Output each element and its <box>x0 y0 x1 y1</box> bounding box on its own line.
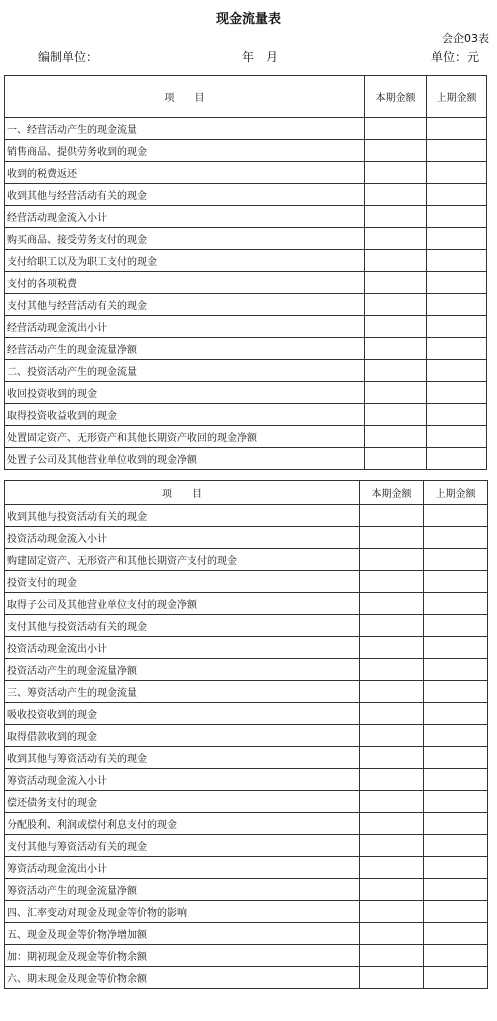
prior-amount-cell[interactable] <box>427 294 487 316</box>
current-amount-cell[interactable] <box>365 360 427 382</box>
row-item-label: 支付的各项税费 <box>5 272 365 294</box>
row-item-label: 收到的税费返还 <box>5 162 365 184</box>
row-item-label: 一、经营活动产生的现金流量 <box>5 118 365 140</box>
current-amount-cell[interactable] <box>365 404 427 426</box>
current-amount-cell[interactable] <box>360 901 424 923</box>
table-row <box>5 967 488 989</box>
row-item-label: 分配股利、利润或偿付利息支付的现金 <box>5 813 360 835</box>
prior-amount-cell[interactable] <box>427 272 487 294</box>
cashflow-table-1 <box>4 75 487 470</box>
row-item-label: 筹资活动现金流出小计 <box>5 857 360 879</box>
table-row <box>5 360 487 382</box>
prior-amount-cell[interactable] <box>424 791 488 813</box>
table-row <box>5 448 487 470</box>
prior-amount-cell[interactable] <box>424 659 488 681</box>
current-amount-cell[interactable] <box>360 791 424 813</box>
prior-amount-cell[interactable] <box>427 206 487 228</box>
prior-amount-cell[interactable] <box>424 945 488 967</box>
prior-amount-cell[interactable] <box>427 382 487 404</box>
table-row <box>5 945 488 967</box>
row-item-label: 六、期末现金及现金等价物余额 <box>5 967 360 989</box>
table-row <box>5 338 487 360</box>
row-item-label: 二、投资活动产生的现金流量 <box>5 360 365 382</box>
row-item-label: 投资活动现金流入小计 <box>5 527 360 549</box>
current-amount-cell[interactable] <box>365 206 427 228</box>
current-amount-cell[interactable] <box>360 835 424 857</box>
table-row <box>5 206 487 228</box>
row-item-label: 处置子公司及其他营业单位收到的现金净额 <box>5 448 365 470</box>
row-item-label: 收到其他与经营活动有关的现金 <box>5 184 365 206</box>
row-item-label: 取得投资收益收到的现金 <box>5 404 365 426</box>
table-row <box>5 527 488 549</box>
prior-amount-cell[interactable] <box>427 250 487 272</box>
table-row <box>5 571 488 593</box>
table-row <box>5 316 487 338</box>
current-amount-cell[interactable] <box>360 527 424 549</box>
prior-amount-cell[interactable] <box>424 923 488 945</box>
table-row <box>5 813 488 835</box>
row-item-label: 处置固定资产、无形资产和其他长期资产收回的现金净额 <box>5 426 365 448</box>
row-item-label: 销售商品、提供劳务收到的现金 <box>5 140 365 162</box>
prior-amount-cell[interactable] <box>424 615 488 637</box>
prior-amount-cell[interactable] <box>424 879 488 901</box>
current-amount-cell[interactable] <box>365 382 427 404</box>
table-row <box>5 118 487 140</box>
page-title: 现金流量表 <box>215 12 281 27</box>
row-item-label: 支付其他与筹资活动有关的现金 <box>5 835 360 857</box>
table-row <box>5 615 488 637</box>
current-amount-cell[interactable] <box>365 272 427 294</box>
row-item-label: 取得子公司及其他营业单位支付的现金净额 <box>5 593 360 615</box>
current-amount-cell[interactable] <box>360 703 424 725</box>
prior-amount-cell[interactable] <box>427 426 487 448</box>
current-amount-cell[interactable] <box>365 162 427 184</box>
current-amount-cell[interactable] <box>360 549 424 571</box>
row-item-label: 支付其他与经营活动有关的现金 <box>5 294 365 316</box>
table-row <box>5 681 488 703</box>
prior-amount-cell[interactable] <box>424 967 488 989</box>
current-amount-cell[interactable] <box>365 338 427 360</box>
current-amount-cell[interactable] <box>365 228 427 250</box>
current-amount-cell[interactable] <box>360 879 424 901</box>
form-code: 会企03表 <box>442 32 489 45</box>
row-item-label: 投资支付的现金 <box>5 571 360 593</box>
cashflow-table-2 <box>4 480 488 989</box>
current-amount-cell[interactable] <box>360 615 424 637</box>
table-row <box>5 857 488 879</box>
prior-amount-cell[interactable] <box>427 448 487 470</box>
col-header-item: 项 目 <box>5 76 365 118</box>
row-item-label: 取得借款收到的现金 <box>5 725 360 747</box>
row-item-label: 经营活动现金流出小计 <box>5 316 365 338</box>
row-item-label: 三、筹资活动产生的现金流量 <box>5 681 360 703</box>
prior-amount-cell[interactable] <box>427 316 487 338</box>
col-header-prior: 上期金额 <box>424 481 488 505</box>
current-amount-cell[interactable] <box>360 857 424 879</box>
current-amount-cell[interactable] <box>360 681 424 703</box>
current-amount-cell[interactable] <box>365 294 427 316</box>
table-header-row <box>5 76 487 118</box>
table-row <box>5 725 488 747</box>
current-amount-cell[interactable] <box>365 250 427 272</box>
prior-amount-cell[interactable] <box>424 527 488 549</box>
table-row <box>5 923 488 945</box>
row-item-label: 购买商品、接受劳务支付的现金 <box>5 228 365 250</box>
current-amount-cell[interactable] <box>360 505 424 527</box>
table-row <box>5 228 487 250</box>
table-row <box>5 879 488 901</box>
row-item-label: 经营活动现金流入小计 <box>5 206 365 228</box>
table-row <box>5 250 487 272</box>
prior-amount-cell[interactable] <box>427 184 487 206</box>
row-item-label: 收到其他与投资活动有关的现金 <box>5 505 360 527</box>
current-amount-cell[interactable] <box>360 967 424 989</box>
current-amount-cell[interactable] <box>360 747 424 769</box>
prior-amount-cell[interactable] <box>424 549 488 571</box>
current-amount-cell[interactable] <box>365 426 427 448</box>
table-row <box>5 835 488 857</box>
row-item-label: 购建固定资产、无形资产和其他长期资产支付的现金 <box>5 549 360 571</box>
table-row <box>5 272 487 294</box>
prior-amount-cell[interactable] <box>424 769 488 791</box>
current-amount-cell[interactable] <box>360 593 424 615</box>
prior-amount-cell[interactable] <box>427 404 487 426</box>
table-row <box>5 747 488 769</box>
current-amount-cell[interactable] <box>365 184 427 206</box>
table-row <box>5 769 488 791</box>
table-row <box>5 426 487 448</box>
prior-amount-cell[interactable] <box>427 360 487 382</box>
col-header-current: 本期金额 <box>360 481 424 505</box>
table-row <box>5 162 487 184</box>
prior-amount-cell[interactable] <box>427 228 487 250</box>
row-item-label: 经营活动产生的现金流量净额 <box>5 338 365 360</box>
current-amount-cell[interactable] <box>365 316 427 338</box>
meta-row <box>0 48 497 66</box>
col-header-current: 本期金额 <box>365 76 427 118</box>
row-item-label: 加：期初现金及现金等价物余额 <box>5 945 360 967</box>
current-amount-cell[interactable] <box>365 448 427 470</box>
prior-amount-cell[interactable] <box>424 835 488 857</box>
prior-amount-cell[interactable] <box>424 813 488 835</box>
current-amount-cell[interactable] <box>365 118 427 140</box>
row-item-label: 筹资活动现金流入小计 <box>5 769 360 791</box>
row-item-label: 偿还债务支付的现金 <box>5 791 360 813</box>
table-row <box>5 703 488 725</box>
table-row <box>5 637 488 659</box>
row-item-label: 筹资活动产生的现金流量净额 <box>5 879 360 901</box>
table-row <box>5 593 488 615</box>
prior-amount-cell[interactable] <box>424 681 488 703</box>
table-row <box>5 791 488 813</box>
current-amount-cell[interactable] <box>360 769 424 791</box>
row-item-label: 收回投资收到的现金 <box>5 382 365 404</box>
table-row <box>5 294 487 316</box>
prior-amount-cell[interactable] <box>424 725 488 747</box>
current-amount-cell[interactable] <box>360 637 424 659</box>
current-amount-cell[interactable] <box>365 140 427 162</box>
col-header-item: 项 目 <box>5 481 360 505</box>
table-row <box>5 901 488 923</box>
table-row <box>5 404 487 426</box>
table-row <box>5 505 488 527</box>
row-item-label: 投资活动现金流出小计 <box>5 637 360 659</box>
prior-amount-cell[interactable] <box>424 703 488 725</box>
prior-amount-cell[interactable] <box>424 637 488 659</box>
prior-amount-cell[interactable] <box>427 118 487 140</box>
col-header-prior: 上期金额 <box>427 76 487 118</box>
current-amount-cell[interactable] <box>360 923 424 945</box>
prior-amount-cell[interactable] <box>427 140 487 162</box>
unit-label: 编制单位： <box>38 50 99 64</box>
prior-amount-cell[interactable] <box>427 162 487 184</box>
prior-amount-cell[interactable] <box>424 593 488 615</box>
current-amount-cell[interactable] <box>360 571 424 593</box>
table-row <box>5 659 488 681</box>
prior-amount-cell[interactable] <box>424 857 488 879</box>
prior-amount-cell[interactable] <box>427 338 487 360</box>
table-header-row <box>5 481 488 505</box>
table-row <box>5 184 487 206</box>
row-item-label: 吸收投资收到的现金 <box>5 703 360 725</box>
row-item-label: 收到其他与筹资活动有关的现金 <box>5 747 360 769</box>
prior-amount-cell[interactable] <box>424 571 488 593</box>
prior-amount-cell[interactable] <box>424 505 488 527</box>
current-amount-cell[interactable] <box>360 659 424 681</box>
prior-amount-cell[interactable] <box>424 747 488 769</box>
current-amount-cell[interactable] <box>360 813 424 835</box>
prior-amount-cell[interactable] <box>424 901 488 923</box>
year-month-label: 年 月 <box>242 50 279 64</box>
row-item-label: 五、现金及现金等价物净增加额 <box>5 923 360 945</box>
table-row <box>5 549 488 571</box>
current-amount-cell[interactable] <box>360 725 424 747</box>
table-row <box>5 140 487 162</box>
row-item-label: 投资活动产生的现金流量净额 <box>5 659 360 681</box>
table-row <box>5 382 487 404</box>
row-item-label: 支付其他与投资活动有关的现金 <box>5 615 360 637</box>
row-item-label: 四、汇率变动对现金及现金等价物的影响 <box>5 901 360 923</box>
currency-label: 单位：元 <box>430 50 479 64</box>
current-amount-cell[interactable] <box>360 945 424 967</box>
row-item-label: 支付给职工以及为职工支付的现金 <box>5 250 365 272</box>
